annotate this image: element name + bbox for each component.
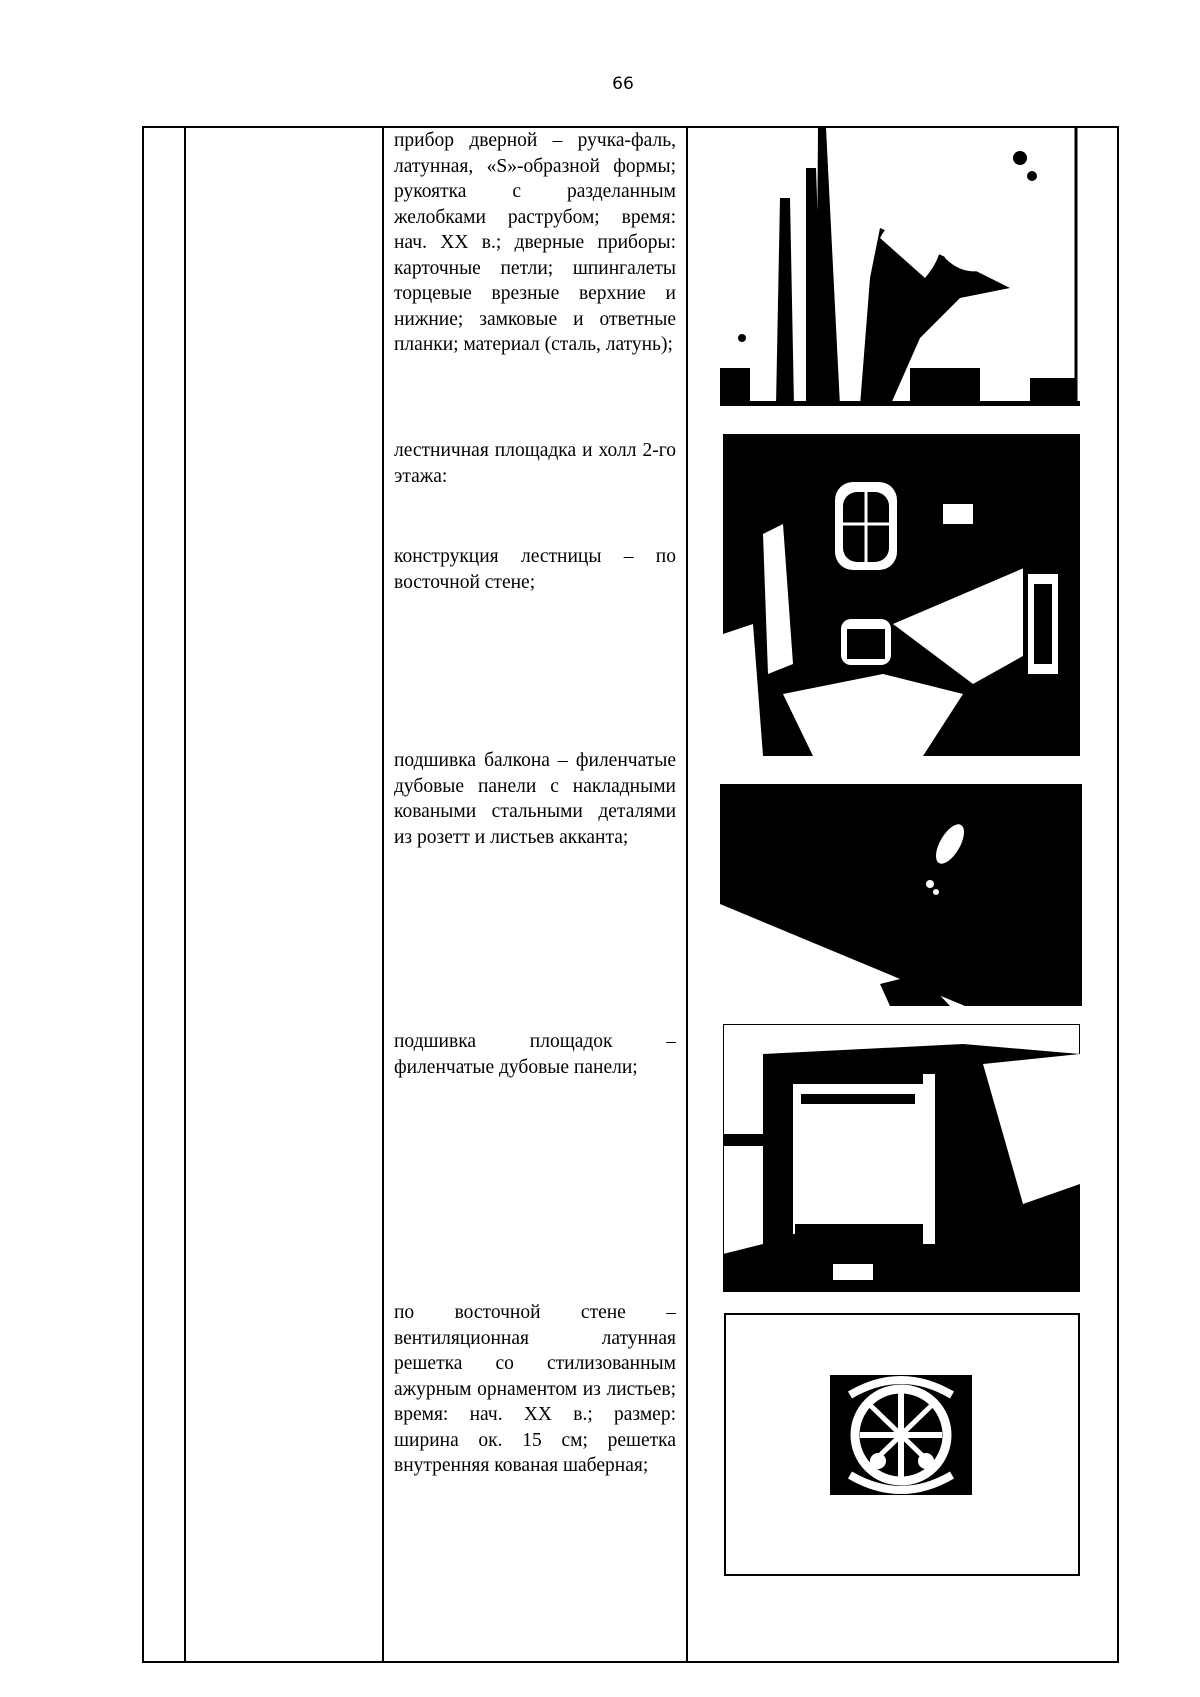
column-divider-1 (184, 126, 186, 1663)
door-handle-photo (720, 128, 1080, 406)
landing-soffit-photo (723, 1024, 1080, 1292)
entry-text-staircase-hall: лестничная площадка и холл 2-го этажа: (394, 440, 676, 487)
page-number: 66 (612, 74, 634, 94)
column-divider-2 (382, 126, 384, 1663)
entry-text-landing-soffit: подшивка площадок – филенчатые дубовые панели; (394, 1031, 676, 1078)
entry-text-ventilation-grille: по восточной стене – вентиляционная латунная решетка со стилизованным ажурным орнаментом из листьев; время: нач. XX в.; размер: ширина ок. 15 см; решетка внутренняя кованая шаберная; (394, 1302, 676, 1476)
entry-text-door-hardware: прибор дверной – ручка-фаль, латунная, «S»-образной формы; рукоятка с разделанным желобками раструбом; время: нач. XX в.; дверные приборы: карточные петли; шпингалеты торцевые врезные верхние и нижние; замковые и ответные планки; материал (сталь, латунь); (394, 130, 676, 355)
ventilation-grille-photo (724, 1313, 1080, 1576)
entry-text-staircase-construction: конструкция лестницы – по восточной стене; (394, 546, 676, 593)
balcony-soffit-photo (720, 784, 1082, 1006)
column-divider-3 (686, 126, 688, 1663)
entry-text-balcony-soffit: подшивка балкона – филенчатые дубовые панели с накладными коваными стальными деталями из розетт и листьев акканта; (394, 750, 676, 848)
staircase-hall-photo (723, 434, 1080, 756)
